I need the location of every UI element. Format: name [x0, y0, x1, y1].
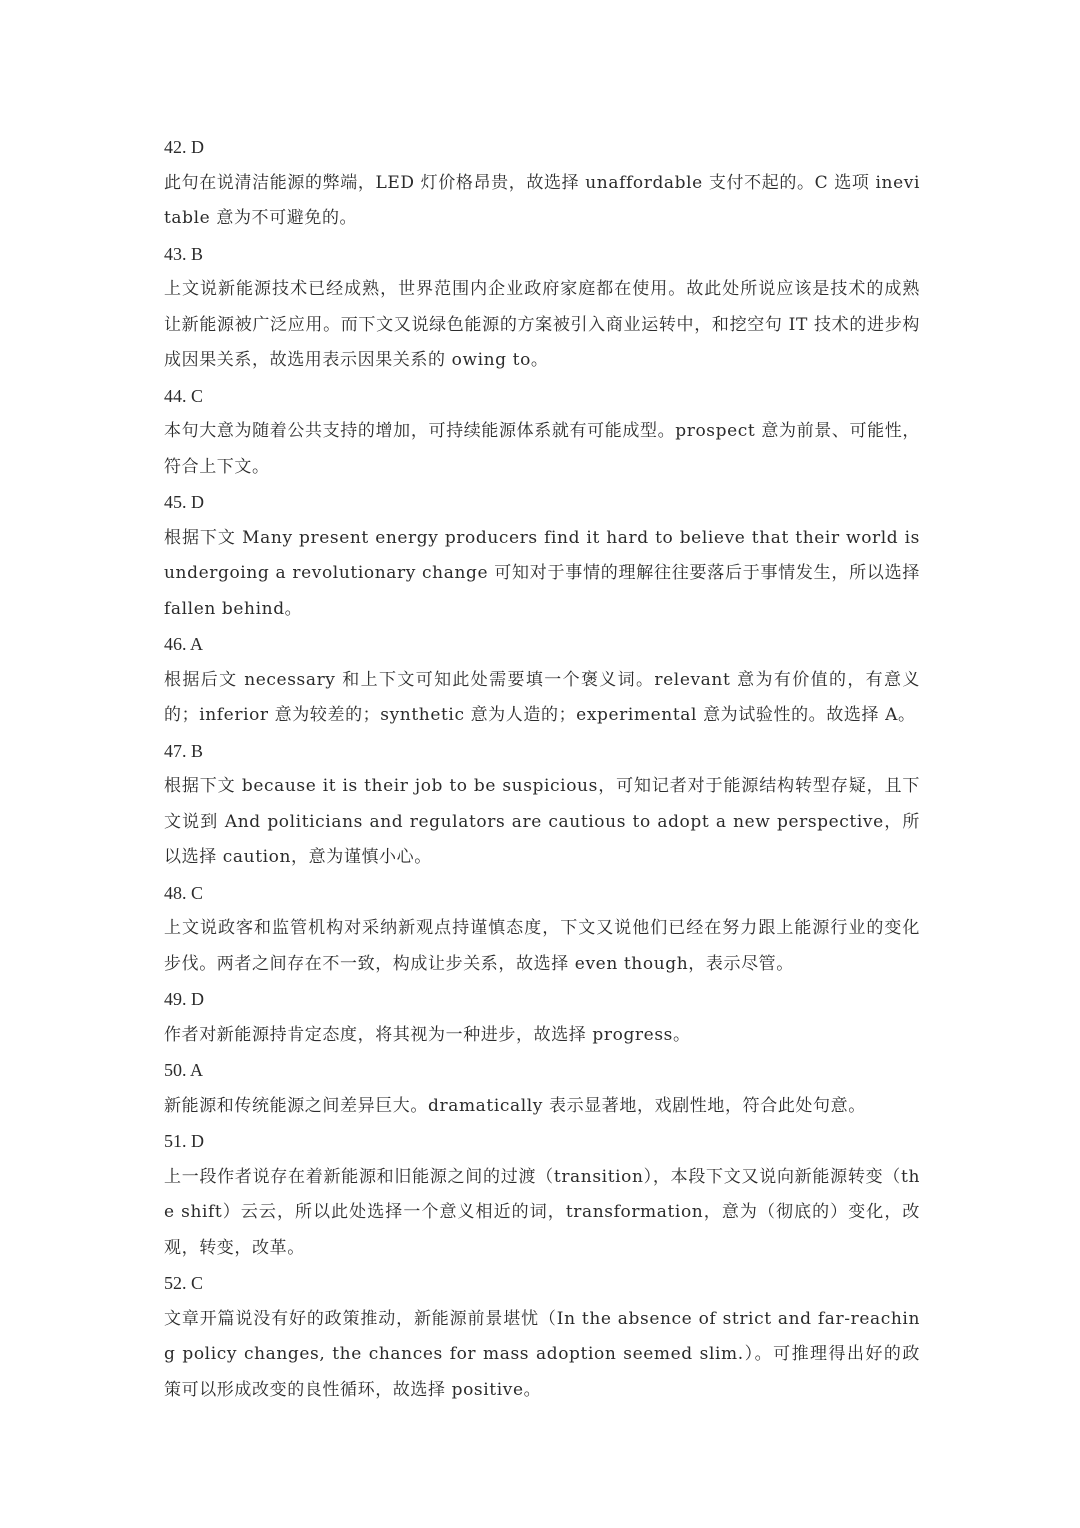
answer-item-44 — [164, 379, 920, 486]
answer-item-52 — [164, 1266, 920, 1408]
answer-explanation: 上文说新能源技术已经成熟，世界范围内企业政府家庭都在使用。故此处所说应该是技术的成熟让新能源被广泛应用。而下文又说绿色能源的方案被引入商业运转中，和挖空句 IT 技术的进步构成因果关系，故选用表示因果关系的 owing to。 — [164, 279, 920, 370]
answer-item-46 — [164, 627, 920, 734]
answer-item-50 — [164, 1053, 920, 1124]
answer-key — [164, 130, 920, 1408]
answer-number: 45. D — [164, 492, 204, 512]
answer-number: 49. D — [164, 989, 204, 1009]
answer-number: 42. D — [164, 137, 204, 157]
answer-number: 46. A — [164, 634, 204, 654]
answer-explanation: 上一段作者说存在着新能源和旧能源之间的过渡（transition），本段下文又说向新能源转变（the shift）云云，所以此处选择一个意义相近的词，transformation，意为（彻底的）变化，改观，转变，改革。 — [164, 1166, 920, 1258]
answer-explanation: 根据下文 because it is their job to be suspicious，可知记者对于能源结构转型存疑，且下文说到 And politicians and regulators are cautious to adopt a new perspective，所以选择 caution，意为谨慎小心。 — [164, 776, 920, 867]
answer-item-45 — [164, 485, 920, 627]
answer-item-47 — [164, 734, 920, 876]
answer-item-43 — [164, 237, 920, 379]
answer-number: 44. C — [164, 385, 204, 406]
answer-explanation: 根据后文 necessary 和上下文可知此处需要填一个褒义词。relevant 意为有价值的，有意义的；inferior 意为较差的；synthetic 意为人造的；experimental 意为试验性的。故选择 A。 — [164, 669, 920, 725]
answer-item-49 — [164, 982, 920, 1053]
answer-number: 50. A — [164, 1060, 204, 1080]
answer-explanation: 本句大意为随着公共支持的增加，可持续能源体系就有可能成型。prospect 意为前景、可能性，符合上下文。 — [164, 421, 920, 477]
answer-number: 52. C — [164, 1273, 204, 1293]
answer-item-51 — [164, 1124, 920, 1266]
answer-explanation: 文章开篇说没有好的政策推动，新能源前景堪忧（In the absence of strict and far-reaching policy changes, the chances for mass adoption seemed slim.）。可推理得出好的政策可以形成改变的良性循环，故选择 positive。 — [164, 1308, 920, 1400]
answer-number: 43. B — [164, 243, 204, 264]
answer-number: 47. B — [164, 740, 204, 761]
answer-item-48 — [164, 876, 920, 983]
answer-number: 51. D — [164, 1131, 204, 1151]
answer-explanation: 根据下文 Many present energy producers find it hard to believe that their world is undergoing a revolutionary change 可知对于事情的理解往往要落后于事情发生，所以选择 fallen behind。 — [164, 527, 920, 619]
answer-explanation: 上文说政客和监管机构对采纳新观点持谨慎态度，下文又说他们已经在努力跟上能源行业的变化步伐。两者之间存在不一致，构成让步关系，故选择 even though，表示尽管。 — [164, 918, 920, 974]
answer-explanation: 新能源和传统能源之间差异巨大。dramatically 表示显著地，戏剧性地，符合此处句意。 — [164, 1095, 866, 1116]
answer-item-42 — [164, 130, 920, 237]
answer-explanation: 作者对新能源持肯定态度，将其视为一种进步，故选择 progress。 — [164, 1024, 691, 1045]
answer-explanation: 此句在说清洁能源的弊端，LED 灯价格昂贵，故选择 unaffordable 支付不起的。C 选项 inevitable 意为不可避免的。 — [164, 172, 920, 228]
answer-number: 48. C — [164, 882, 204, 903]
